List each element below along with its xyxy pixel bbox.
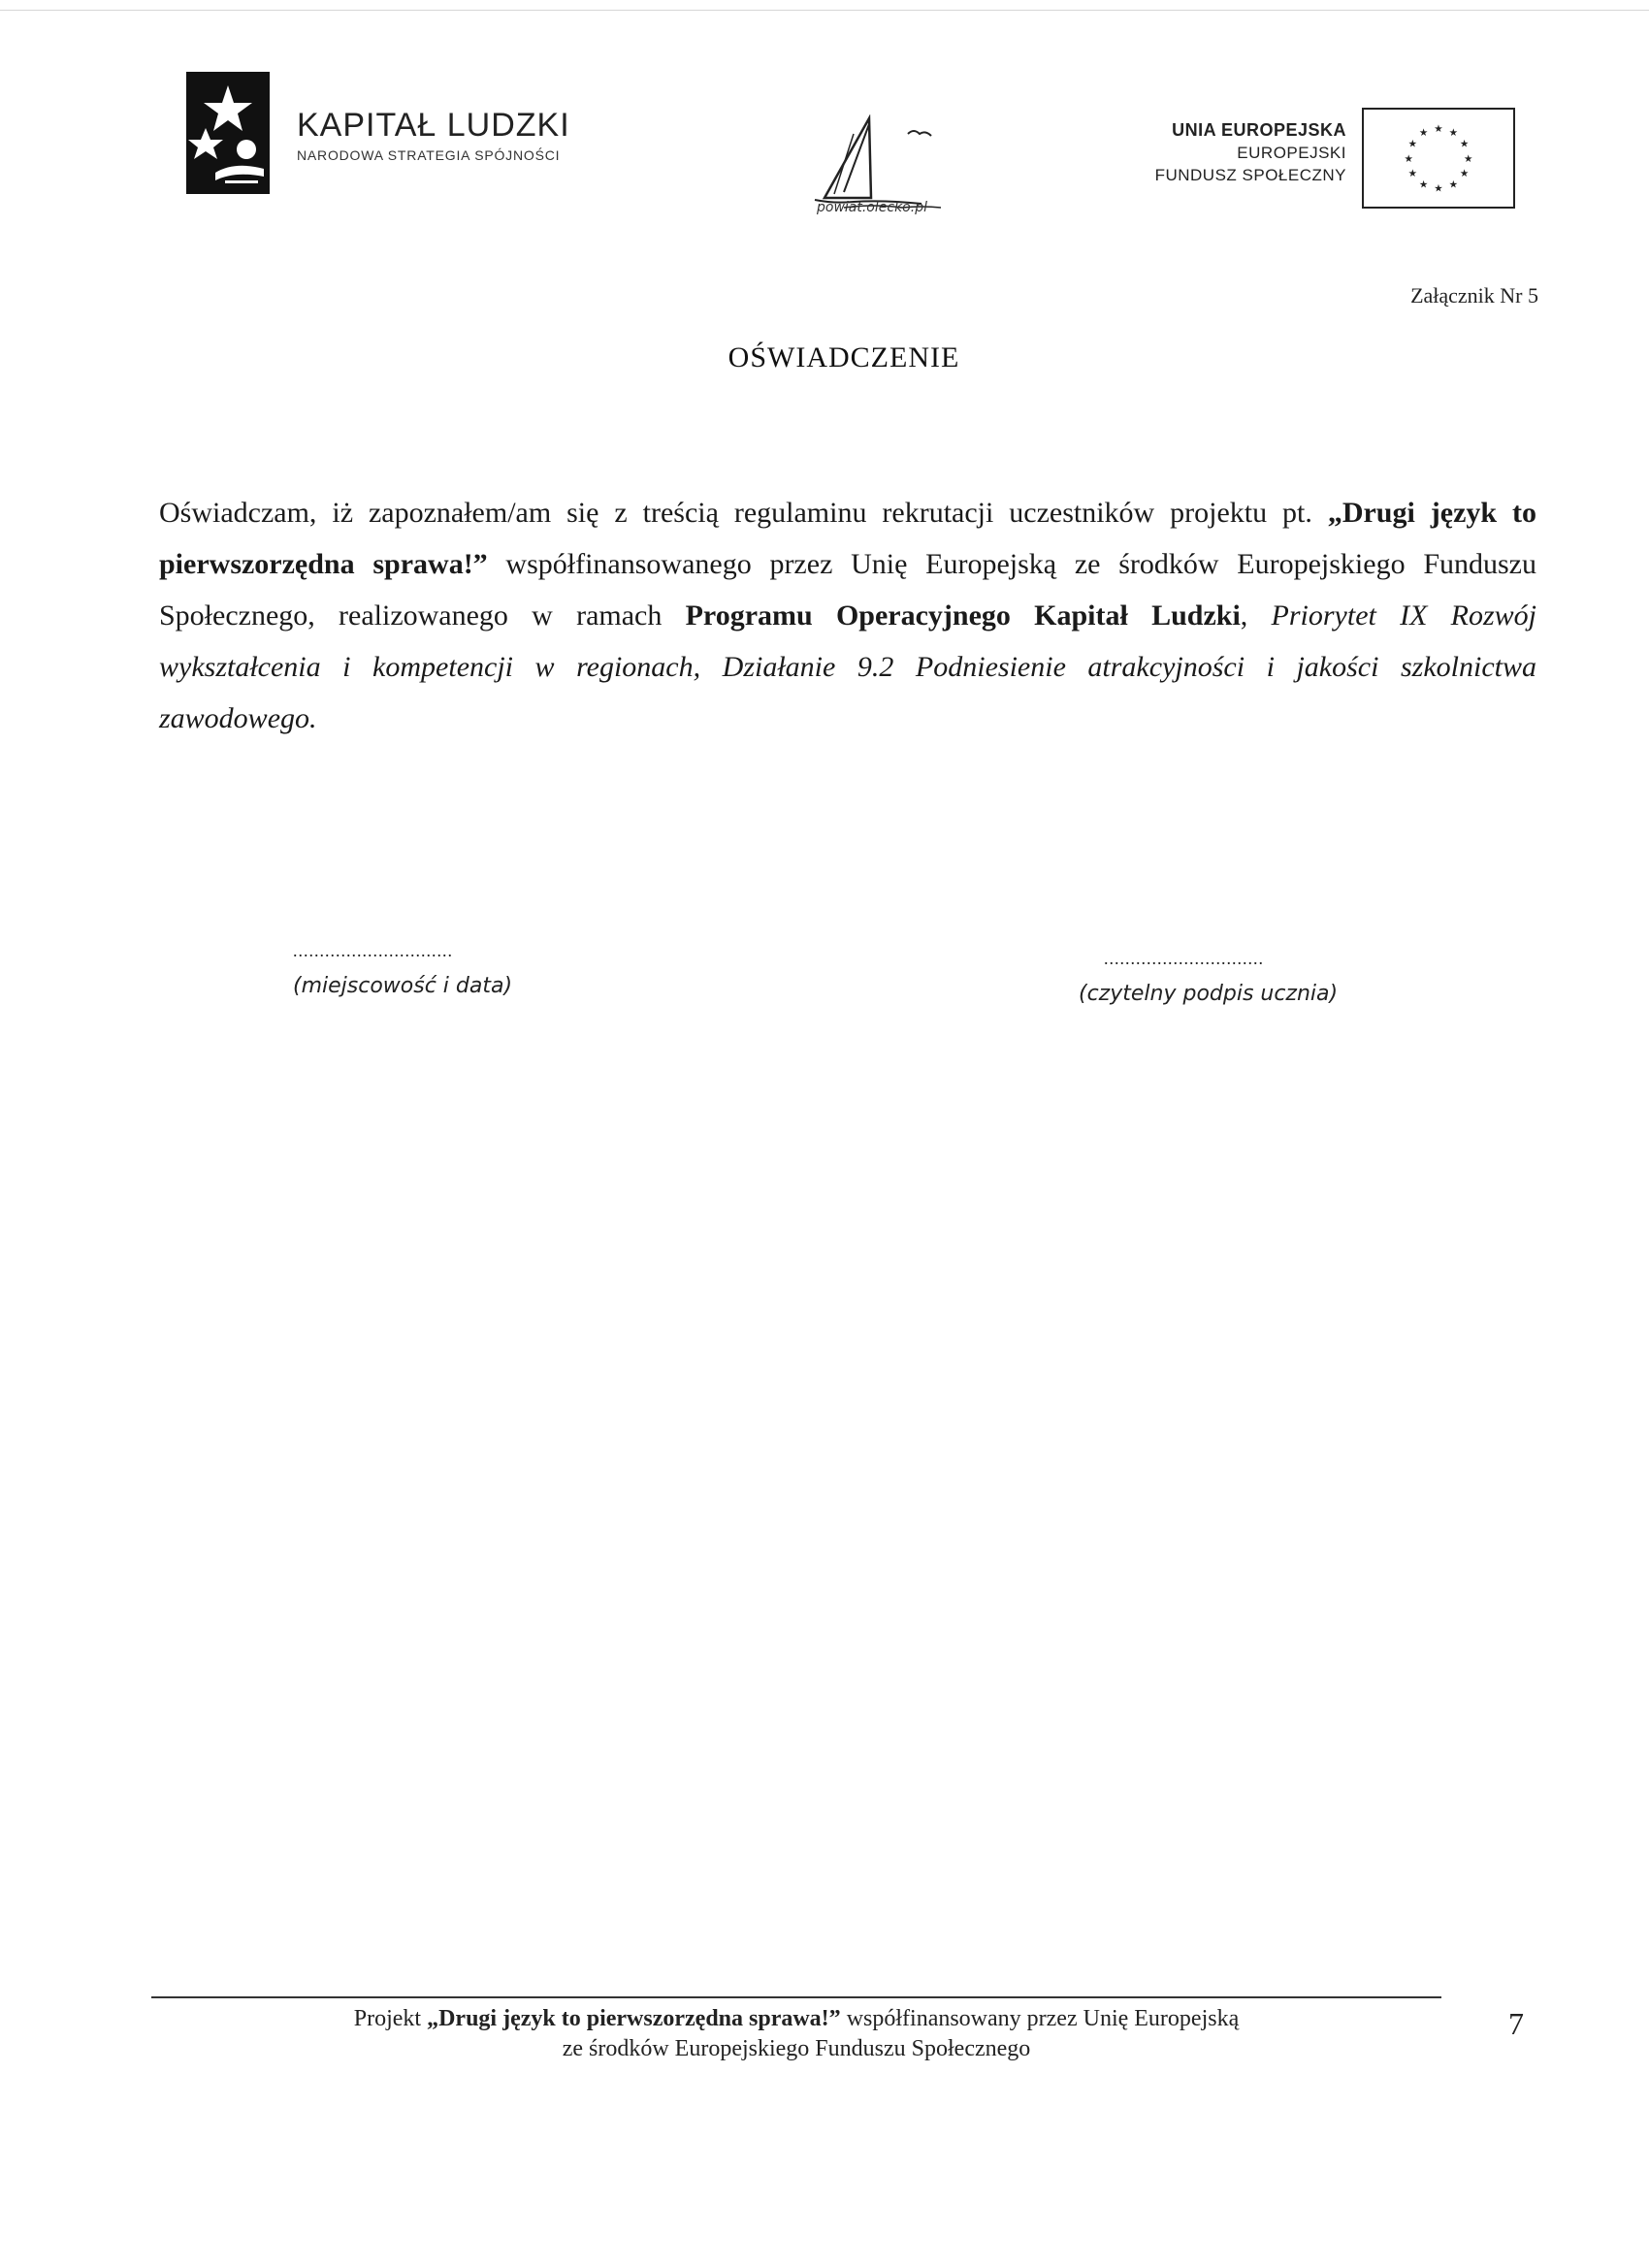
eu-logo-line1: UNIA EUROPEJSKA: [1172, 120, 1346, 140]
eu-flag-icon: [1362, 108, 1515, 209]
eu-star-icon: ★: [1407, 139, 1418, 150]
signature-label: (czytelny podpis ucznia): [1079, 982, 1339, 1006]
project-name: „Drugi język to pierwszorzędna sprawa!”: [159, 497, 1536, 580]
eu-star-icon: ★: [1407, 169, 1418, 180]
paragraph-text-1: Oświadczam, iż zapoznałem/am się z treścią regulaminu rekrutacji uczestników projektu pt.: [159, 497, 1328, 529]
eu-star-icon: ★: [1448, 179, 1459, 191]
place-date-line: ..............................: [293, 941, 453, 960]
eu-star-icon: ★: [1459, 139, 1470, 150]
footer-project-name: „Drugi język to pierwszorzędna sprawa!”: [427, 2006, 841, 2031]
declaration-paragraph: [159, 487, 1536, 744]
eu-star-icon: ★: [1418, 179, 1429, 191]
footer-text: [151, 2004, 1441, 2064]
sailboat-logo-caption: powiat.olecko.pl: [817, 200, 927, 215]
kapital-ludzki-title: KAPITAŁ LUDZKI: [297, 107, 570, 144]
paragraph-text-3: ,: [1240, 599, 1272, 632]
priority-text: Priorytet IX Rozwój wykształcenia i kompetencji w regionach, Działanie 9.2 Podniesienie atrakcyjności i jakości szkolnictwa zawodowego.: [159, 599, 1536, 734]
eu-star-icon: ★: [1448, 128, 1459, 140]
program-name: Programu Operacyjnego Kapitał Ludzki: [685, 599, 1241, 632]
footer-divider: [151, 1996, 1441, 1998]
eu-star-icon: ★: [1434, 124, 1443, 136]
kapital-ludzki-text: [297, 109, 570, 163]
scan-edge-line: [0, 10, 1649, 11]
paragraph-text-2: współfinansowanego przez Unię Europejską ze środków Europejskiego Funduszu Społecznego, realizowanego w ramach: [159, 548, 1536, 632]
eu-logo-line3: FUNDUSZ SPOŁECZNY: [1154, 166, 1346, 184]
page-number: 7: [1508, 2006, 1524, 2041]
eu-logo-text: [1155, 120, 1346, 185]
eu-logo-line2: EUROPEJSKI: [1237, 144, 1346, 162]
footer-suffix: współfinansowany przez Unię Europejską: [840, 2006, 1240, 2031]
place-date-label: (miejscowość i data): [293, 974, 513, 998]
footer-prefix: Projekt: [353, 2006, 428, 2031]
eu-star-icon: ★: [1434, 183, 1443, 195]
eu-star-icon: ★: [1464, 153, 1473, 165]
kapital-ludzki-logo-icon: [186, 72, 270, 194]
attachment-label: Załącznik Nr 5: [1410, 283, 1538, 308]
eu-star-icon: ★: [1418, 128, 1429, 140]
footer-line-1: [151, 2004, 1441, 2034]
footer-line-2: ze środków Europejskiego Funduszu Społecznego: [562, 2036, 1031, 2061]
kapital-ludzki-subtitle: NARODOWA STRATEGIA SPÓJNOŚCI: [297, 147, 561, 163]
signature-line: ..............................: [1104, 949, 1264, 968]
eu-star-icon: ★: [1404, 153, 1413, 165]
document-title: OŚWIADCZENIE: [728, 341, 960, 373]
eu-star-icon: ★: [1459, 169, 1470, 180]
